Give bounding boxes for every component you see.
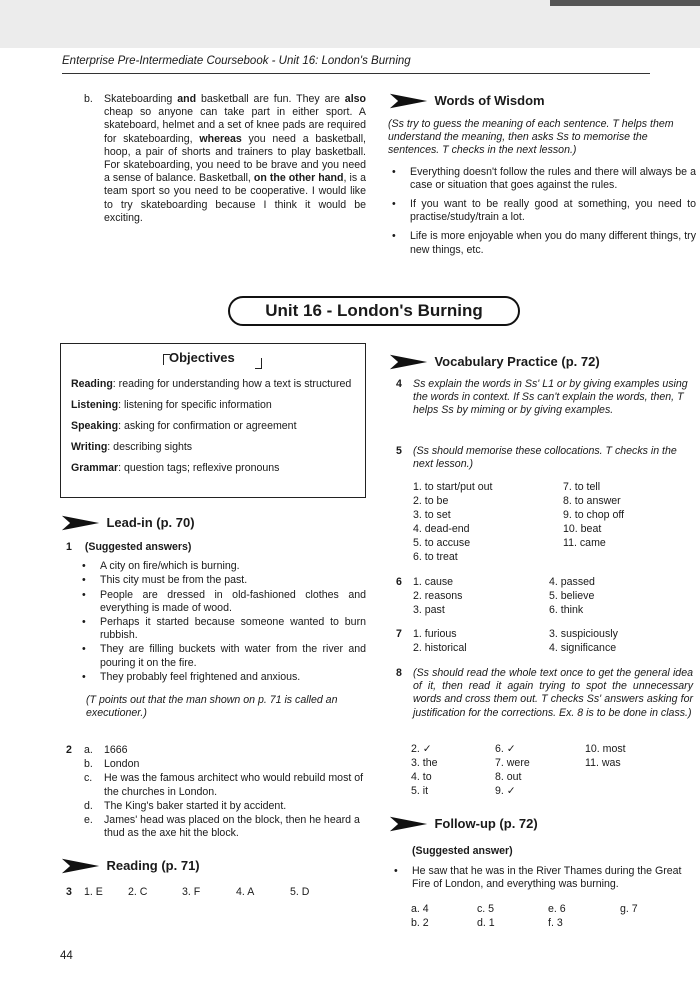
answer-item: 2. reasons — [413, 590, 463, 602]
answer-item: 6. think — [549, 604, 584, 616]
answer-item: 2. historical — [413, 642, 467, 654]
lead-in-section — [60, 513, 366, 720]
vocab-section — [388, 352, 696, 374]
list-item: • Life is more enjoyable when you do many different things, try new things, etc. — [388, 230, 696, 256]
answer-item: 4. to — [411, 771, 432, 783]
objective-label: Writing — [71, 441, 108, 453]
bold-text: also — [344, 93, 366, 105]
vocab-q7-num: 7 — [396, 628, 402, 640]
reading-heading: Reading (p. 71) — [60, 856, 366, 878]
item-letter: c. — [84, 772, 93, 785]
arrow-icon — [60, 513, 102, 533]
running-header: Enterprise Pre-Intermediate Coursebook - Unit 16: London's Burning — [62, 55, 411, 67]
answer-item: 3. the — [411, 757, 438, 769]
list-item — [84, 814, 366, 840]
top-left-paragraph — [84, 93, 366, 225]
list-item: • They probably feel frightened and anxious. — [78, 671, 366, 684]
follow-up-section — [388, 814, 696, 836]
header-rule — [62, 73, 650, 74]
item-letter: b. — [84, 758, 93, 771]
reading-answer: 3. F — [182, 886, 201, 898]
list-item: • If you want to be really good at something, you need to practise/study/train a lot. — [388, 198, 696, 224]
list-item — [84, 800, 366, 813]
vocab-q6-num: 6 — [396, 576, 402, 588]
answer-item: 8. out — [495, 771, 522, 783]
objective-label: Listening — [71, 399, 119, 411]
reading-answer: 1. E — [84, 886, 103, 898]
wisdom-note: (Ss try to guess the meaning of each sentence. T helps them understand the meaning, then asks Ss to memorise the sentences. T checks in the next lesson.) — [388, 118, 674, 157]
list-item: • A city on fire/which is burning. — [78, 560, 366, 573]
page-number: 44 — [60, 950, 73, 962]
text-run: Skateboarding — [104, 93, 178, 105]
words-of-wisdom-section — [388, 91, 696, 263]
unit-title-banner — [228, 296, 520, 326]
answer-item: e. 6 — [548, 903, 566, 915]
answer-item: d. 1 — [477, 917, 495, 929]
text-run: you need a basketball, hoop, a pair of shorts and trainers to play basketball. For skateboarding, you need to be brave and you need a sense of balance. Basketball, — [104, 132, 366, 185]
answer-item: 11. came — [563, 537, 606, 549]
objective-text: : asking for confirmation or agreement — [118, 420, 297, 432]
text-run: , is a team sport so you need to be cooperative. I would like to try skateboarding because I think it would be exciting. — [104, 172, 367, 224]
vocab-q4: 4 Ss explain the words in Ss' L1 or by giving examples using the words in context. If Ss can't explain the words, then, T helps Ss by miming or by giving examples. — [396, 378, 688, 417]
list-item — [84, 744, 366, 757]
list-item — [84, 758, 366, 771]
reading-section — [60, 856, 366, 878]
words-of-wisdom-heading: Words of Wisdom — [388, 91, 696, 113]
wisdom-bullets — [388, 166, 696, 257]
answer-item: 6. to treat — [413, 551, 458, 563]
arrow-icon — [60, 856, 102, 876]
answer-item: 4. dead-end — [413, 523, 470, 535]
answer-item: 1. to start/put out — [413, 481, 493, 493]
answer-item: 11. was — [585, 757, 621, 769]
objectives-box — [60, 343, 366, 498]
objective-text: : reading for understanding how a text is structured — [112, 378, 352, 390]
answer-item: 10. beat — [563, 523, 602, 535]
objective-item — [71, 441, 355, 454]
unit-title: Unit 16 - London's Burning — [265, 301, 483, 320]
answer-item: 10. most — [585, 743, 626, 755]
answer-item: 4. significance — [549, 642, 617, 654]
lead-in-q1: 1 (Suggested answers) — [66, 541, 192, 553]
vocab-heading: Vocabulary Practice (p. 72) — [388, 352, 696, 374]
answer-item: 1. cause — [413, 576, 454, 588]
list-item: • He saw that he was in the River Thames during the Great Fire of London, and everything was burning. — [390, 865, 693, 891]
answer-item: 3. past — [413, 604, 445, 616]
list-item: • Perhaps it started because someone wanted to burn rubbish. — [78, 616, 366, 642]
reading-answer: 2. C — [128, 886, 148, 898]
reading-answer: 4. A — [236, 886, 255, 898]
answer-item: 7. to tell — [563, 481, 601, 493]
answer-item: 5. to accuse — [413, 537, 471, 549]
list-item: • Everything doesn't follow the rules and there will always be a case or situation that goes against the rules. — [388, 166, 696, 192]
answer-item: 1. furious — [413, 628, 457, 640]
objective-text: : listening for specific information — [118, 399, 272, 411]
answer-item: 9. to chop off — [563, 509, 625, 521]
scan-top-band — [0, 0, 700, 48]
item-text: London — [104, 758, 140, 771]
vocab-q8: 8 (Ss should read the whole text once to get the general idea of it, then read it again trying to spot the unnecessary words and cross them out. T checks Ss' answers asking for justification for the corrections. Ex. 8 is to be done in class.) — [396, 667, 693, 719]
answer-item: 6. ✓ — [495, 743, 516, 755]
objective-item — [71, 399, 355, 412]
answer-item: 5. believe — [549, 590, 595, 602]
list-item: • They are filling buckets with water from the river and pouring it on the fire. — [78, 643, 366, 669]
objectives-title: Objectives — [169, 350, 235, 365]
arrow-icon — [388, 91, 430, 111]
objective-text: : question tags; reflexive pronouns — [118, 462, 280, 474]
paragraph-text — [104, 93, 366, 225]
objective-item — [71, 420, 355, 433]
answer-item: 8. to answer — [563, 495, 621, 507]
lead-in-q2: 2 a. 1666 b. London c. He was the famous architect who would rebuild most of the churches in London. d. The King's baker started it by accident. e. James' head was placed on the block, then he heard a thud as the axe hit the block. — [60, 744, 366, 841]
arrow-icon — [388, 352, 430, 372]
answer-item: g. 7 — [620, 903, 638, 915]
answer-item: 4. passed — [549, 576, 595, 588]
item-text: He was the famous architect who would rebuild most of the churches in London. — [104, 772, 364, 798]
lead-in-note: (T points out that the man shown on p. 71 is called an executioner.) — [86, 694, 338, 720]
item-text: The King's baker started it by accident. — [104, 799, 287, 812]
bold-text: and — [177, 93, 197, 105]
answer-item: 3. to set — [413, 509, 451, 521]
bold-text: on the other hand — [253, 172, 344, 185]
objective-item — [71, 378, 355, 391]
arrow-icon — [388, 814, 430, 834]
text-run: basketball are fun. They are — [196, 93, 345, 105]
list-item — [84, 772, 366, 798]
lead-in-heading: Lead-in (p. 70) — [60, 513, 366, 535]
item-letter: e. — [84, 814, 93, 827]
follow-up-bullets — [390, 865, 693, 891]
answer-item: f. 3 — [548, 917, 563, 929]
objective-text: : describing sights — [107, 441, 193, 453]
answer-item: b. 2 — [411, 917, 429, 929]
objective-item — [71, 462, 355, 475]
objective-label: Reading — [71, 378, 113, 390]
item-letter: a. — [84, 744, 93, 756]
answer-item: 2. ✓ — [411, 743, 432, 755]
vocab-q5: 5 (Ss should memorise these collocations. T checks in the next lesson.) — [396, 445, 677, 471]
reading-answers: 3 1. E 2. C 3. F 4. A 5. D — [66, 886, 310, 898]
list-item: • This city must be from the past. — [78, 574, 366, 587]
answer-item: 2. to be — [413, 495, 449, 507]
text-run: cheap so anyone can take part in either sport. A skateboard, helmet and a set of knee pads are required for skateboarding, — [104, 106, 366, 145]
lead-in-bullets — [78, 560, 366, 684]
list-item: • People are dressed in old-fashioned clothes and everything is made of wood. — [78, 589, 366, 615]
item-letter: d. — [84, 799, 93, 812]
item-text: 1666 — [104, 744, 128, 756]
paragraph-marker: b. — [84, 93, 93, 105]
objective-label: Grammar — [71, 462, 119, 474]
reading-answer: 5. D — [290, 886, 310, 898]
objective-label: Speaking — [71, 420, 119, 432]
answer-item: 3. suspiciously — [549, 628, 618, 640]
answer-item: 5. it — [411, 785, 429, 797]
item-text: James' head was placed on the block, then he heard a thud as the axe hit the block. — [104, 814, 360, 840]
follow-up-label: (Suggested answer) — [412, 845, 513, 857]
answer-item: c. 5 — [477, 903, 495, 915]
answer-item: a. 4 — [411, 903, 429, 915]
answer-item: 9. ✓ — [495, 785, 516, 797]
answer-item: 7. were — [495, 757, 530, 769]
follow-up-heading: Follow-up (p. 72) — [388, 814, 696, 836]
bold-text: whereas — [199, 132, 242, 145]
